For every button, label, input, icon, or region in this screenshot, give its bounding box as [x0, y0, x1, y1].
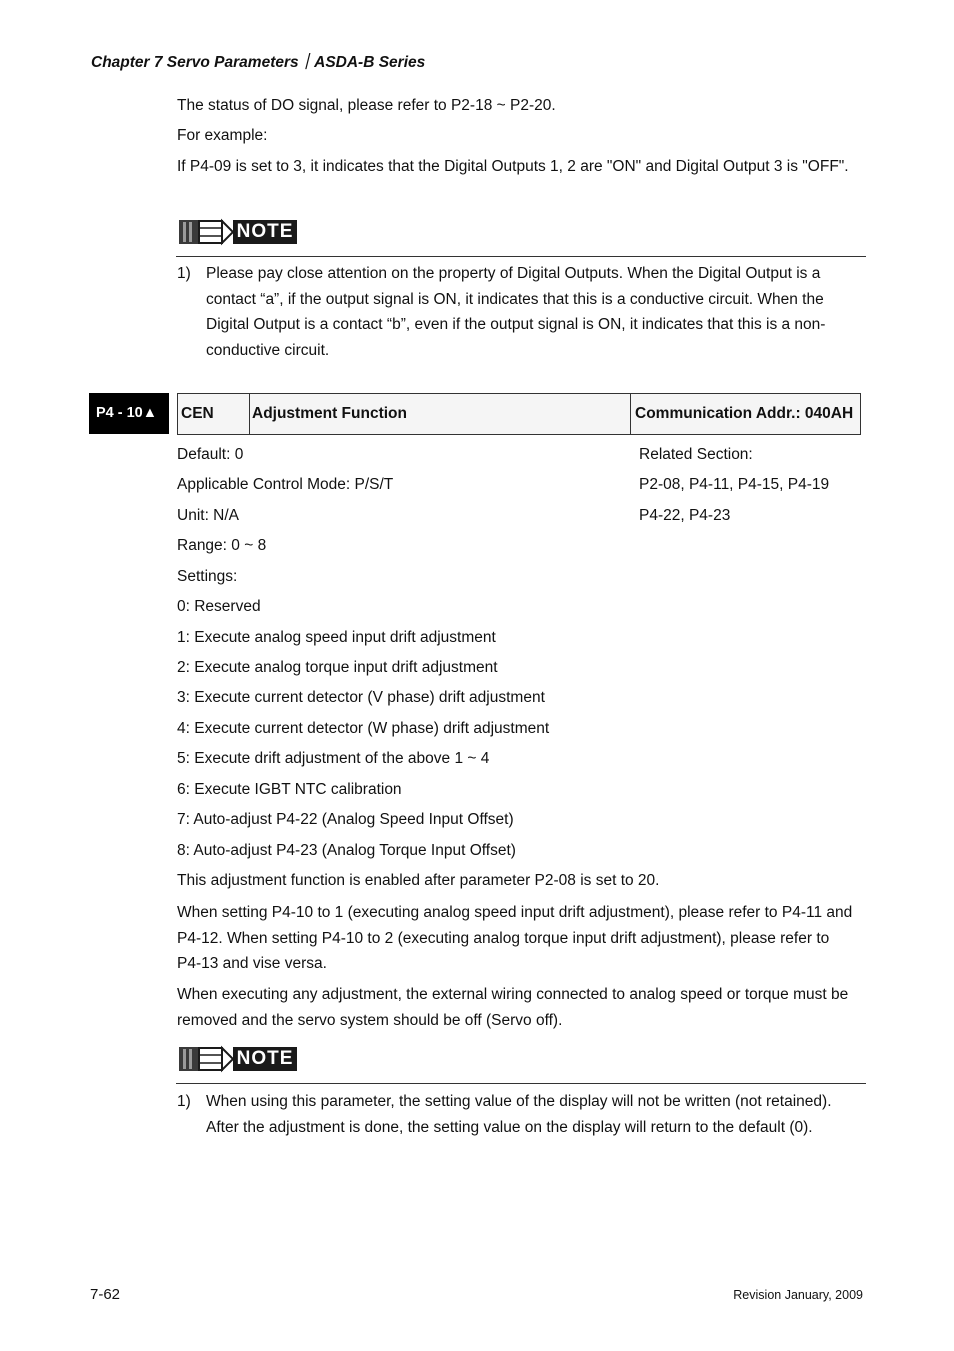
parameter-tag: P4 - 10▲ [89, 393, 169, 434]
intro-paragraph-1: The status of DO signal, please refer to P2-18 ~ P2-20. [177, 97, 556, 114]
related-section-list: P2-08, P4-11, P4-15, P4-19 [639, 476, 830, 493]
setting-item: 4: Execute current detector (W phase) drift adjustment [177, 720, 550, 737]
settings-label: Settings: [177, 568, 238, 585]
pencil-note-icon [178, 218, 234, 246]
default-value: Default: 0 [177, 446, 244, 463]
note-divider [176, 256, 866, 257]
note-item-text: When using this parameter, the setting value of the display will not be written (not retained). After the adjustment is done, the setting value on the display will return to the default (0). [206, 1093, 832, 1136]
related-section-list: P4-22, P4-23 [639, 507, 731, 524]
note-divider [176, 1083, 866, 1084]
note-item [177, 1089, 862, 1140]
note-label: NOTE [233, 1047, 297, 1071]
note-badge [178, 218, 300, 246]
unit: Unit: N/A [177, 507, 240, 524]
setting-item: 7: Auto-adjust P4-22 (Analog Speed Input Offset) [177, 811, 514, 828]
parameter-name: Adjustment Function [252, 405, 407, 422]
body-paragraph-3: When executing any adjustment, the external wiring connected to analog speed or torque must be removed and the servo system should be off (Servo off). [177, 986, 849, 1029]
note-label: NOTE [233, 220, 297, 244]
intro-paragraph-2: For example: [177, 127, 268, 144]
intro-paragraph-3: If P4-09 is set to 3, it indicates that the Digital Outputs 1, 2 are "ON" and Digital Output 3 is "OFF". [177, 158, 849, 175]
body-paragraph-2: When setting P4-10 to 1 (executing analog speed input drift adjustment), please refer to P4-11 and P4-12. When setting P4-10 to 2 (executing analog torque input drift adjustment), please refer to P4-13 and vise versa. [177, 904, 853, 973]
table-divider [249, 394, 250, 434]
note-item-number: 1) [177, 265, 191, 282]
setting-item: 1: Execute analog speed input drift adjustment [177, 629, 496, 646]
related-section-label: Related Section: [639, 446, 753, 463]
chapter-header: Chapter 7 Servo Parameters｜ASDA-B Series [91, 54, 426, 71]
range: Range: 0 ~ 8 [177, 537, 267, 554]
revision-date: Revision January, 2009 [733, 1288, 863, 1302]
body-paragraph-1: This adjustment function is enabled after parameter P2-08 is set to 20. [177, 872, 660, 889]
note-badge [178, 1045, 300, 1073]
parameter-header-table [177, 393, 861, 435]
setting-item: 5: Execute drift adjustment of the above 1 ~ 4 [177, 750, 490, 767]
setting-item: 3: Execute current detector (V phase) drift adjustment [177, 689, 545, 706]
page-number: 7-62 [90, 1286, 121, 1303]
setting-item: 0: Reserved [177, 598, 261, 615]
note-item-text: Please pay close attention on the property of Digital Outputs. When the Digital Output is a contact “a”, if the output signal is ON, it indicates that this is a conductive circuit. When the Digital Output is a contact “b”, even if the output signal is ON, it indicates that this is a non-conductive circuit. [206, 265, 826, 360]
note-item [177, 261, 862, 364]
parameter-code: CEN [181, 405, 214, 422]
table-divider [630, 394, 631, 434]
setting-item: 6: Execute IGBT NTC calibration [177, 781, 402, 798]
pencil-note-icon [178, 1045, 234, 1073]
setting-item: 8: Auto-adjust P4-23 (Analog Torque Input Offset) [177, 842, 516, 859]
setting-item: 2: Execute analog torque input drift adjustment [177, 659, 498, 676]
communication-address: Communication Addr.: 040AH [635, 405, 854, 422]
note-item-number: 1) [177, 1093, 191, 1110]
control-mode: Applicable Control Mode: P/S/T [177, 476, 394, 493]
